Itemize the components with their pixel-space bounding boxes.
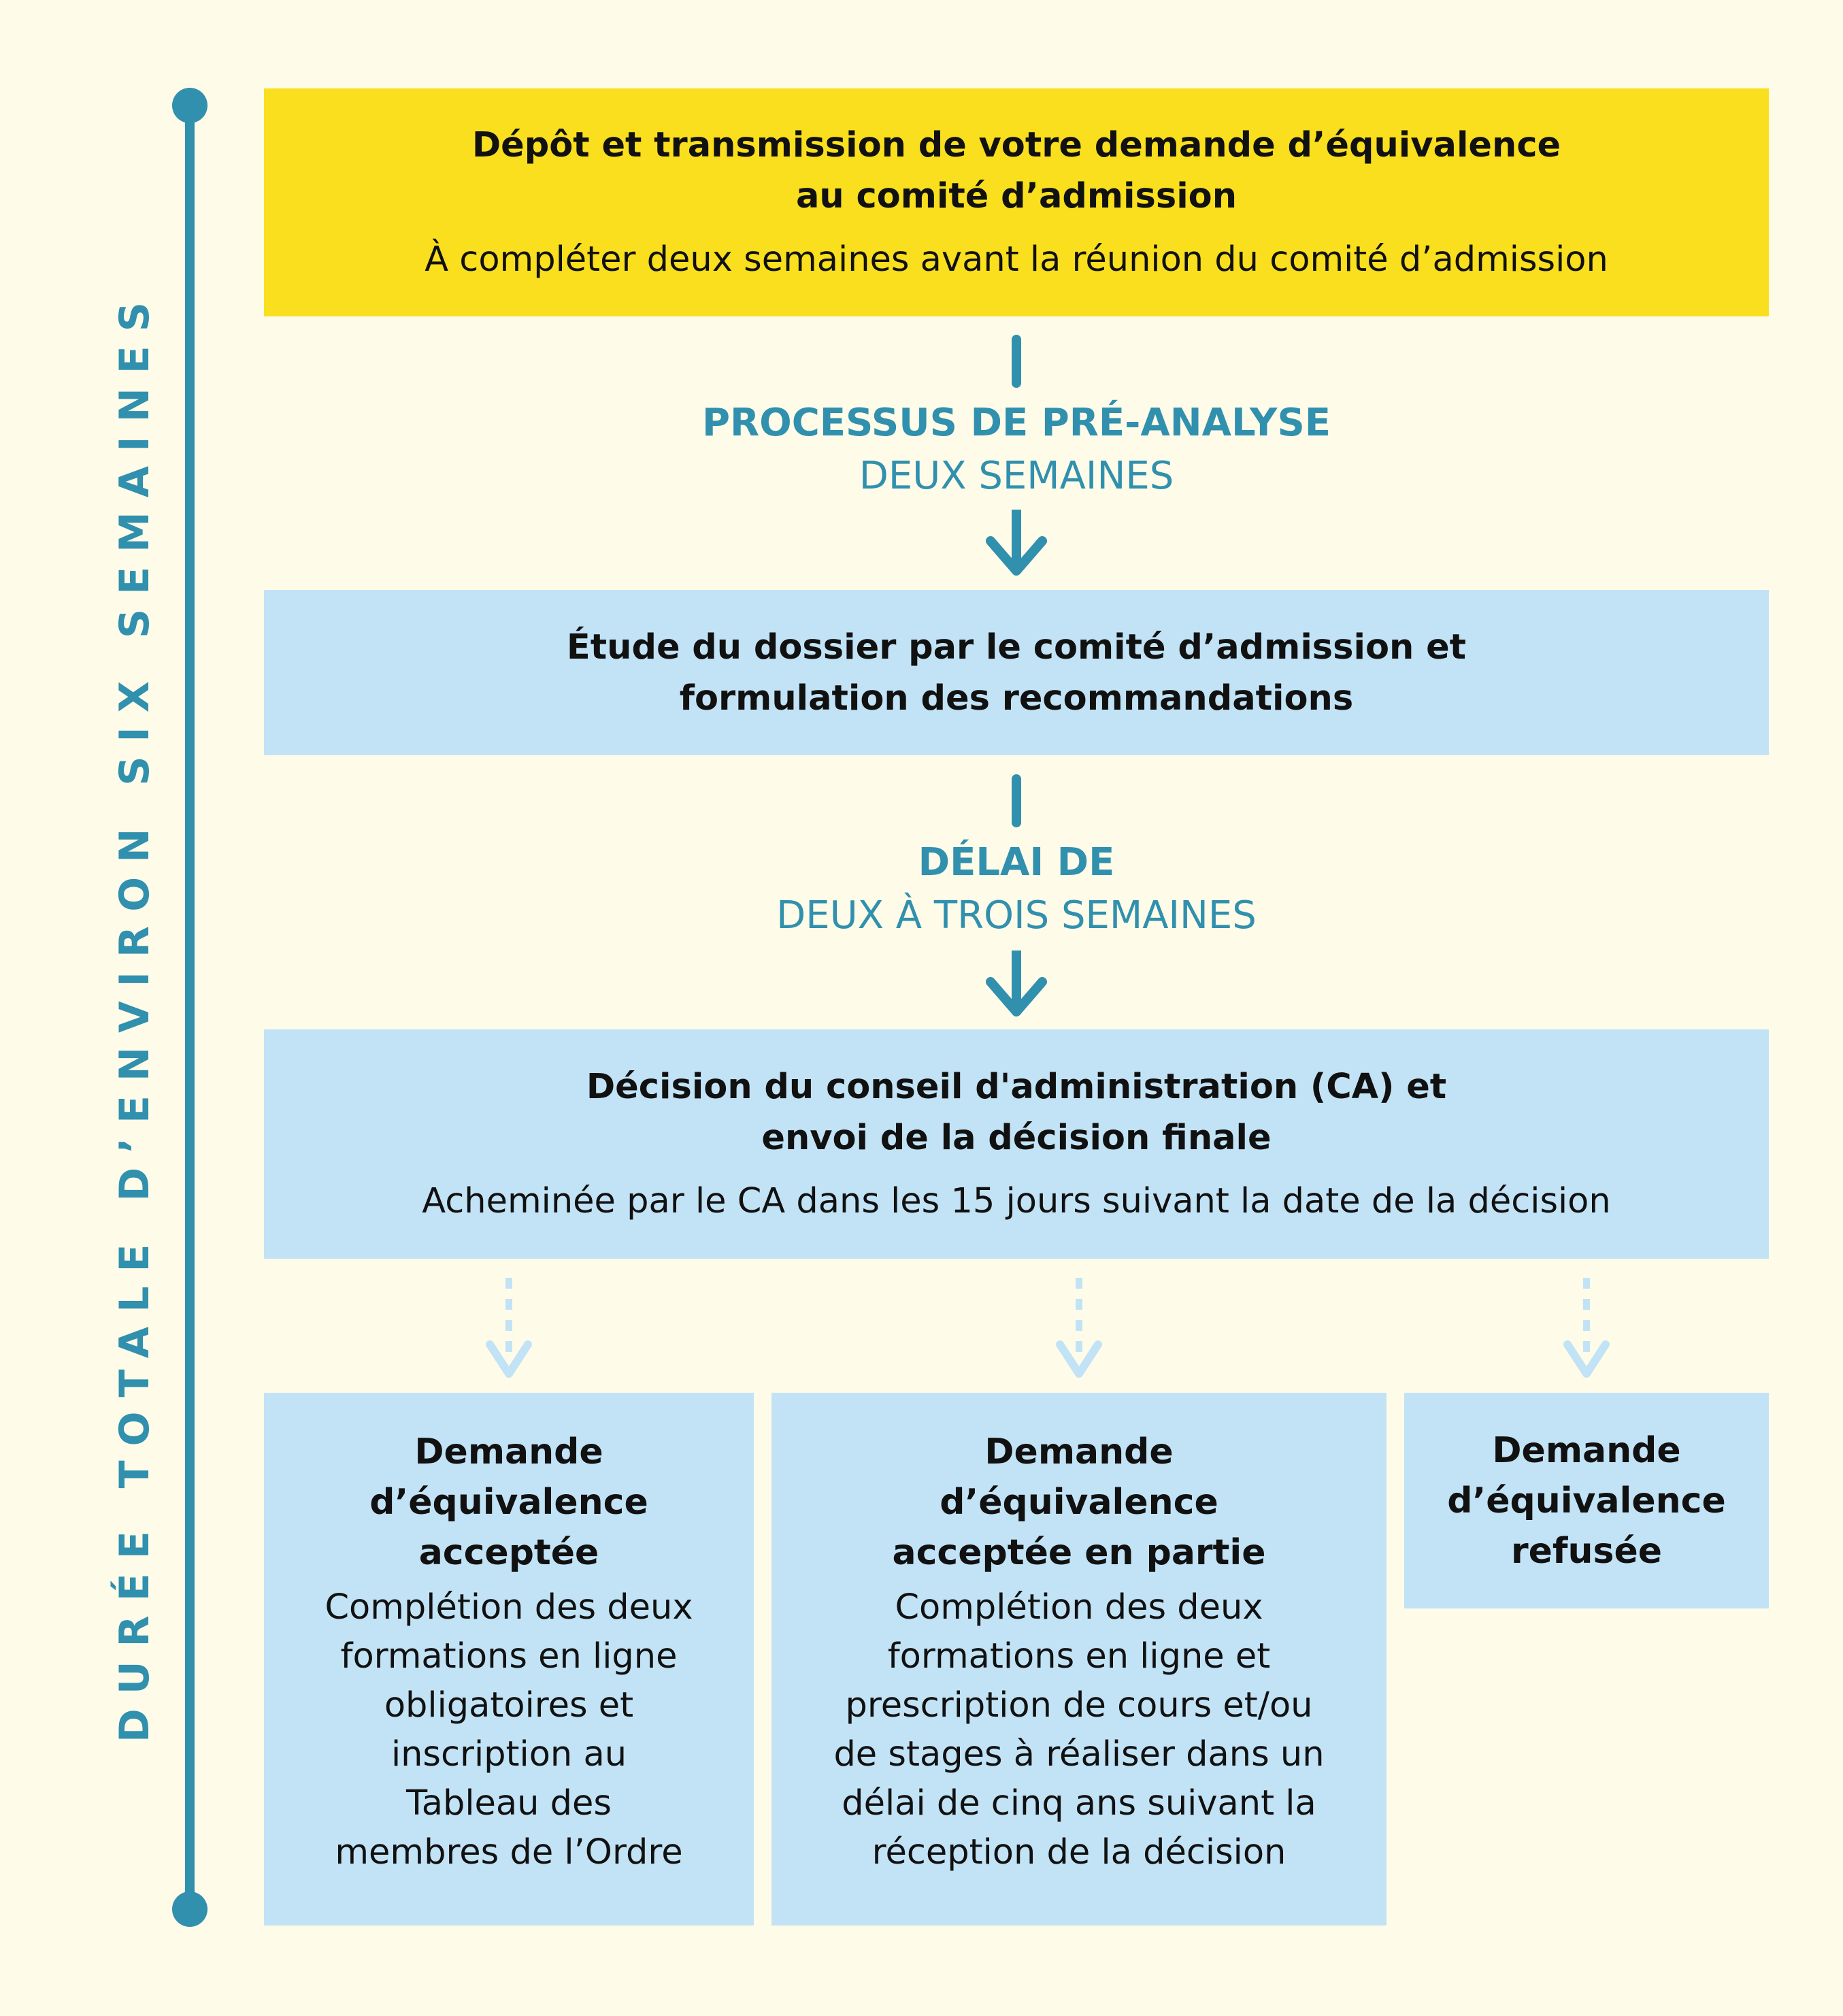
outcome-title-line: Demande <box>984 1432 1174 1472</box>
outcome-title-line: Demande <box>414 1432 603 1472</box>
outcome-description-line: Complétion des deux <box>895 1587 1263 1627</box>
arrow-down-icon <box>982 948 1050 1019</box>
outcome-description-line: formations en ligne et <box>887 1636 1271 1676</box>
phase-duration: DEUX À TROIS SEMAINES <box>776 893 1257 938</box>
outcome-description-line: de stages à réaliser dans un <box>833 1734 1325 1774</box>
arrow-down-icon <box>982 507 1050 578</box>
outcome-description-line: délai de cinq ans suivant la <box>842 1783 1316 1823</box>
step-title-line: formulation des recommandations <box>679 678 1354 718</box>
outcome-description-line: prescription de cours et/ou <box>845 1685 1313 1725</box>
outcome-title-line: d’équivalence <box>369 1482 648 1523</box>
timeline-line <box>185 105 195 1910</box>
connector-stem <box>1012 774 1021 827</box>
outcome-title-line: Demande <box>1492 1430 1681 1471</box>
outcome-partially-accepted-box <box>771 1393 1387 1926</box>
dotted-arrow-down-icon <box>1553 1276 1621 1378</box>
outcome-description-line: formations en ligne <box>340 1636 678 1676</box>
timeline-start-circle-icon <box>172 88 207 123</box>
outcome-title-line: refusée <box>1510 1530 1663 1572</box>
outcome-description-line: inscription au <box>391 1734 627 1774</box>
step-title-line: au comité d’admission <box>795 176 1238 216</box>
outcome-description-line: Complétion des deux <box>325 1587 693 1627</box>
phase-delay <box>264 836 1769 942</box>
phase-duration: DEUX SEMAINES <box>859 454 1174 498</box>
step-decision-box <box>264 1029 1769 1259</box>
step-review-box <box>264 590 1769 755</box>
outcome-title-line: d’équivalence <box>1447 1480 1726 1521</box>
step-title-line: Décision du conseil d'administration (CA) et <box>586 1067 1447 1107</box>
timeline-end-circle-icon <box>172 1891 207 1927</box>
dotted-arrow-down-icon <box>1045 1276 1113 1378</box>
step-subtitle: À compléter deux semaines avant la réunion du comité d’admission <box>425 239 1608 280</box>
outcome-title-line: acceptée <box>418 1532 599 1573</box>
outcome-description-line: obligatoires et <box>384 1685 634 1725</box>
outcome-refused-box <box>1404 1393 1769 1608</box>
timeline-label: DURÉE TOTALE D’ENVIRON SIX SEMAINES <box>111 288 159 1742</box>
outcome-description <box>833 1583 1324 1877</box>
outcome-title-line: acceptée en partie <box>892 1532 1266 1573</box>
outcome-title-line: d’équivalence <box>940 1482 1218 1523</box>
dotted-arrow-down-icon <box>475 1276 543 1378</box>
connector-stem <box>1012 335 1021 388</box>
outcome-accepted-box <box>264 1393 754 1926</box>
phase-pre-analysis <box>264 397 1769 503</box>
phase-title: PROCESSUS DE PRÉ-ANALYSE <box>701 401 1331 445</box>
step-subtitle: Acheminée par le CA dans les 15 jours suivant la date de la décision <box>422 1181 1611 1221</box>
outcome-description-line: réception de la décision <box>871 1832 1286 1872</box>
step-title-line: Étude du dossier par le comité d’admission et <box>566 627 1467 667</box>
outcome-description <box>325 1583 693 1877</box>
phase-title: DÉLAI DE <box>918 840 1115 885</box>
step-title-line: envoi de la décision finale <box>761 1118 1272 1158</box>
outcome-description-line: Tableau des <box>405 1783 612 1823</box>
outcome-description-line: membres de l’Ordre <box>335 1832 683 1872</box>
step-submission-box <box>264 88 1769 316</box>
step-title-line: Dépôt et transmission de votre demande d’équivalence <box>471 125 1561 165</box>
